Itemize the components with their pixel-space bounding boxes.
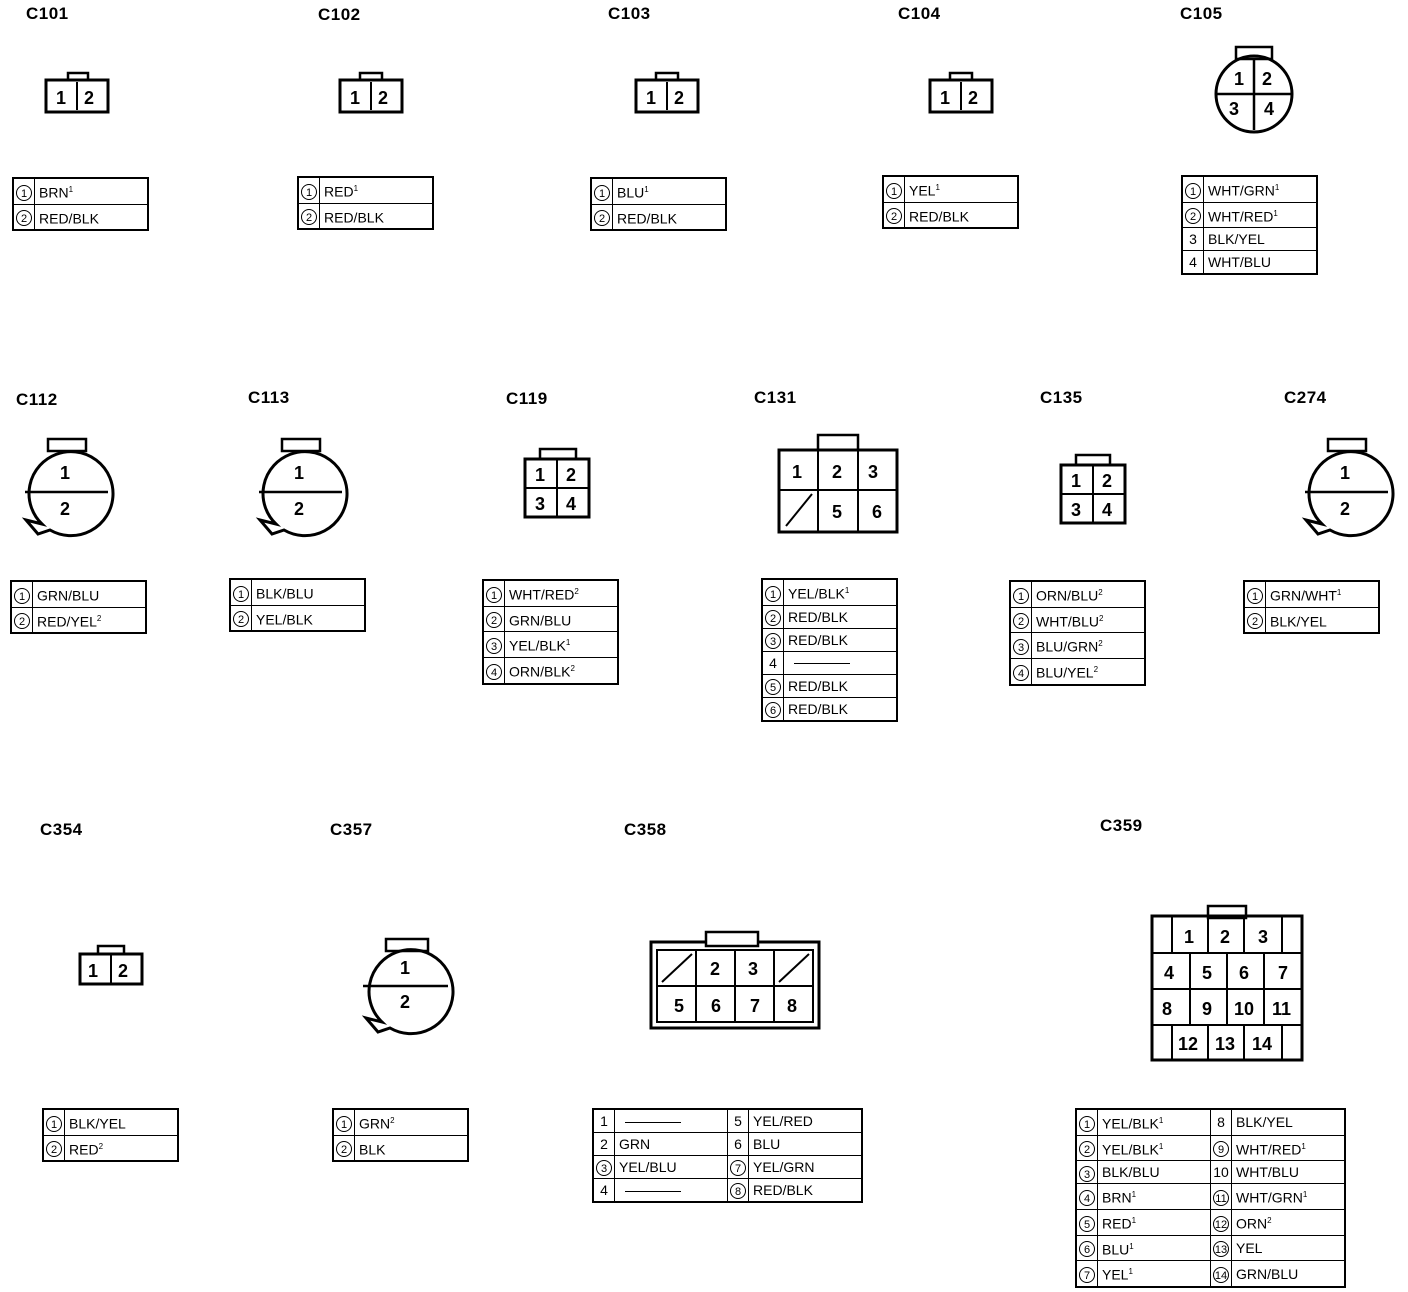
pin-9: 9 (1202, 999, 1213, 1019)
pin-2: 2 (294, 499, 305, 519)
table-row: 2 GRN/BLU (483, 606, 618, 632)
connector-face-c131 (776, 432, 902, 536)
connector-label-c102: C102 (318, 5, 361, 24)
pin-table-c101 (12, 177, 149, 231)
pin-1: 1 (294, 463, 305, 483)
pin-2: 2 (1102, 471, 1113, 491)
pin-4: 4 (1164, 963, 1175, 983)
table-row: 1 BLU$^1$ (591, 178, 726, 204)
pin-11: 11 (1272, 999, 1292, 1019)
pin-table-c359 (1075, 1108, 1346, 1288)
connector-label-c103: C103 (608, 4, 651, 23)
table-row: 3 YEL/BLK$^1$ (483, 632, 618, 658)
table-row: 5 RED/BLK (762, 674, 897, 697)
pin-5: 5 (832, 502, 843, 522)
connector-face-c357 (358, 936, 454, 1036)
pin-1: 1 (400, 958, 411, 978)
table-row: 3 YEL/BLU 7 YEL/GRN (593, 1156, 862, 1179)
empty-pin-dash (794, 663, 850, 664)
connector-label-c104: C104 (898, 4, 941, 23)
connector-face-c119 (522, 446, 594, 522)
pin-7: 7 (1278, 963, 1289, 983)
pin-10: 10 (1234, 999, 1255, 1019)
connector-label-c101: C101 (26, 4, 69, 23)
pin-table-c103 (590, 177, 727, 231)
pin-table-c131 (761, 578, 898, 722)
pin-1: 1 (350, 88, 361, 108)
pin-12: 12 (1178, 1034, 1199, 1054)
table-row: 2 BLK (333, 1135, 468, 1161)
table-row: 4 WHT/BLU (1182, 251, 1317, 275)
pin-3: 3 (1258, 927, 1269, 947)
table-row: 2 YEL/BLK (230, 605, 365, 631)
pin-2: 2 (118, 961, 129, 981)
table-row: 2 RED$^2$ (43, 1135, 178, 1161)
table-row: 4 (762, 651, 897, 674)
pin-1: 1 (535, 465, 546, 485)
table-row: 2 RED/BLK (298, 203, 433, 229)
pin-6: 6 (711, 996, 722, 1016)
table-row: 1 5 YEL/RED (593, 1109, 862, 1133)
pin-1: 1 (88, 961, 99, 981)
pin-1: 1 (56, 88, 67, 108)
connector-face-c135 (1058, 452, 1130, 528)
pin-13: 13 (1215, 1034, 1236, 1054)
pin-4: 4 (1264, 99, 1275, 119)
pin-7: 7 (750, 996, 761, 1016)
connector-face-c105 (1206, 44, 1302, 140)
table-row: 3 BLK/BLU 10 WHT/BLU (1076, 1161, 1345, 1184)
table-row: 6 BLU$^1$ 13 YEL (1076, 1235, 1345, 1261)
pin-2: 2 (1340, 499, 1351, 519)
table-row: 1 YEL/BLK$^1$ (762, 579, 897, 605)
pin-2: 2 (84, 88, 95, 108)
table-row: 2 RED/BLK (883, 202, 1018, 228)
table-row: 2 RED/YEL$^2$ (11, 607, 146, 633)
table-row: 1 WHT/GRN$^1$ (1182, 176, 1317, 202)
table-row: 2 BLK/YEL (1244, 607, 1379, 633)
table-row: 1 GRN$^2$ (333, 1109, 468, 1135)
pin-table-c119 (482, 579, 619, 685)
table-row: 6 RED/BLK (762, 697, 897, 721)
pin-5: 5 (674, 996, 685, 1016)
pin-1: 1 (60, 463, 71, 483)
table-row: 1 RED$^1$ (298, 177, 433, 203)
pin-1: 1 (646, 88, 657, 108)
connector-label-c105: C105 (1180, 4, 1223, 23)
table-row: 1 GRN/WHT$^1$ (1244, 581, 1379, 607)
pin-table-c102 (297, 176, 434, 230)
pin-5: 5 (1202, 963, 1213, 983)
pin-2: 2 (968, 88, 979, 108)
pin-2: 2 (60, 499, 71, 519)
connector-label-c274: C274 (1284, 388, 1327, 407)
table-row: 2 RED/BLK (13, 204, 148, 230)
connector-face-c104 (928, 70, 998, 116)
table-row: 3 RED/BLK (762, 628, 897, 651)
table-row: 1 BLK/BLU (230, 579, 365, 605)
table-row: 2 RED/BLK (591, 204, 726, 230)
pin-2: 2 (400, 992, 411, 1012)
connector-label-c131: C131 (754, 388, 797, 407)
connector-label-c135: C135 (1040, 388, 1083, 407)
table-row: 1 BLK/YEL (43, 1109, 178, 1135)
pin-1: 1 (1071, 471, 1082, 491)
pin-table-c358 (592, 1108, 863, 1203)
pin-6: 6 (1239, 963, 1250, 983)
table-row: 3 BLU/GRN$^2$ (1010, 633, 1145, 659)
table-row: 3 BLK/YEL (1182, 228, 1317, 251)
table-row: 1 WHT/RED$^2$ (483, 580, 618, 606)
pin-table-c354 (42, 1108, 179, 1162)
connector-label-c354: C354 (40, 820, 83, 839)
connector-face-c102 (338, 70, 408, 116)
pin-14: 14 (1252, 1034, 1273, 1054)
table-row: 2 GRN 6 BLU (593, 1133, 862, 1156)
pin-table-c357 (332, 1108, 469, 1162)
connector-face-c112 (18, 436, 114, 540)
connector-label-c113: C113 (248, 388, 290, 407)
pin-2: 2 (1262, 69, 1273, 89)
connector-face-c103 (634, 70, 704, 116)
table-row: 5 RED$^1$ 12 ORN$^2$ (1076, 1209, 1345, 1235)
table-row: 1 GRN/BLU (11, 581, 146, 607)
pin-table-c104 (882, 175, 1019, 229)
connector-label-c358: C358 (624, 820, 667, 839)
pin-2: 2 (674, 88, 685, 108)
connector-label-c359: C359 (1100, 816, 1143, 835)
connector-face-c358 (648, 928, 824, 1032)
pin-2: 2 (378, 88, 389, 108)
table-row: 2 RED/BLK (762, 605, 897, 628)
pin-1: 1 (940, 88, 951, 108)
pin-3: 3 (1229, 99, 1240, 119)
table-row: 2 WHT/BLU$^2$ (1010, 607, 1145, 633)
connector-face-c113 (252, 436, 348, 540)
table-row: 7 YEL$^1$ 14 GRN/BLU (1076, 1261, 1345, 1287)
connector-face-c359 (1148, 902, 1308, 1066)
table-row: 4 ORN/BLK$^2$ (483, 657, 618, 683)
pin-1: 1 (1184, 927, 1195, 947)
pin-table-c105 (1181, 175, 1318, 275)
connector-label-c112: C112 (16, 390, 58, 409)
pin-2: 2 (566, 465, 577, 485)
empty-pin-dash (625, 1122, 681, 1123)
connector-face-c101 (44, 70, 114, 116)
table-row: 1 ORN/BLU$^2$ (1010, 581, 1145, 607)
connector-face-c354 (76, 938, 148, 990)
table-row: 1 BRN$^1$ (13, 178, 148, 204)
table-row: 1 YEL$^1$ (883, 176, 1018, 202)
pin-table-c135 (1009, 580, 1146, 686)
table-row: 2 WHT/RED$^1$ (1182, 202, 1317, 228)
table-row: 4 BLU/YEL$^2$ (1010, 658, 1145, 684)
pin-1: 1 (792, 462, 803, 482)
pin-2: 2 (710, 959, 721, 979)
pin-4: 4 (566, 494, 577, 514)
pin-3: 3 (868, 462, 879, 482)
pin-2: 2 (1220, 927, 1231, 947)
pin-4: 4 (1102, 500, 1113, 520)
connector-label-c357: C357 (330, 820, 373, 839)
pin-table-c112 (10, 580, 147, 634)
pin-1: 1 (1340, 463, 1351, 483)
pin-table-c274 (1243, 580, 1380, 634)
pin-8: 8 (787, 996, 798, 1016)
empty-pin-dash (625, 1191, 681, 1192)
table-row: 2 YEL/BLK$^1$ 9 WHT/RED$^1$ (1076, 1135, 1345, 1161)
pin-3: 3 (535, 494, 546, 514)
table-row: 1 YEL/BLK$^1$ 8 BLK/YEL (1076, 1109, 1345, 1135)
pin-8: 8 (1162, 999, 1173, 1019)
pin-1: 1 (1234, 69, 1245, 89)
pin-table-c113 (229, 578, 366, 632)
pin-3: 3 (1071, 500, 1082, 520)
pin-6: 6 (872, 502, 883, 522)
table-row: 4 BRN$^1$ 11 WHT/GRN$^1$ (1076, 1184, 1345, 1210)
connector-face-c274 (1298, 436, 1394, 540)
pin-2: 2 (832, 462, 843, 482)
table-row: 4 8 RED/BLK (593, 1179, 862, 1203)
pin-3: 3 (748, 959, 759, 979)
connector-label-c119: C119 (506, 389, 548, 408)
